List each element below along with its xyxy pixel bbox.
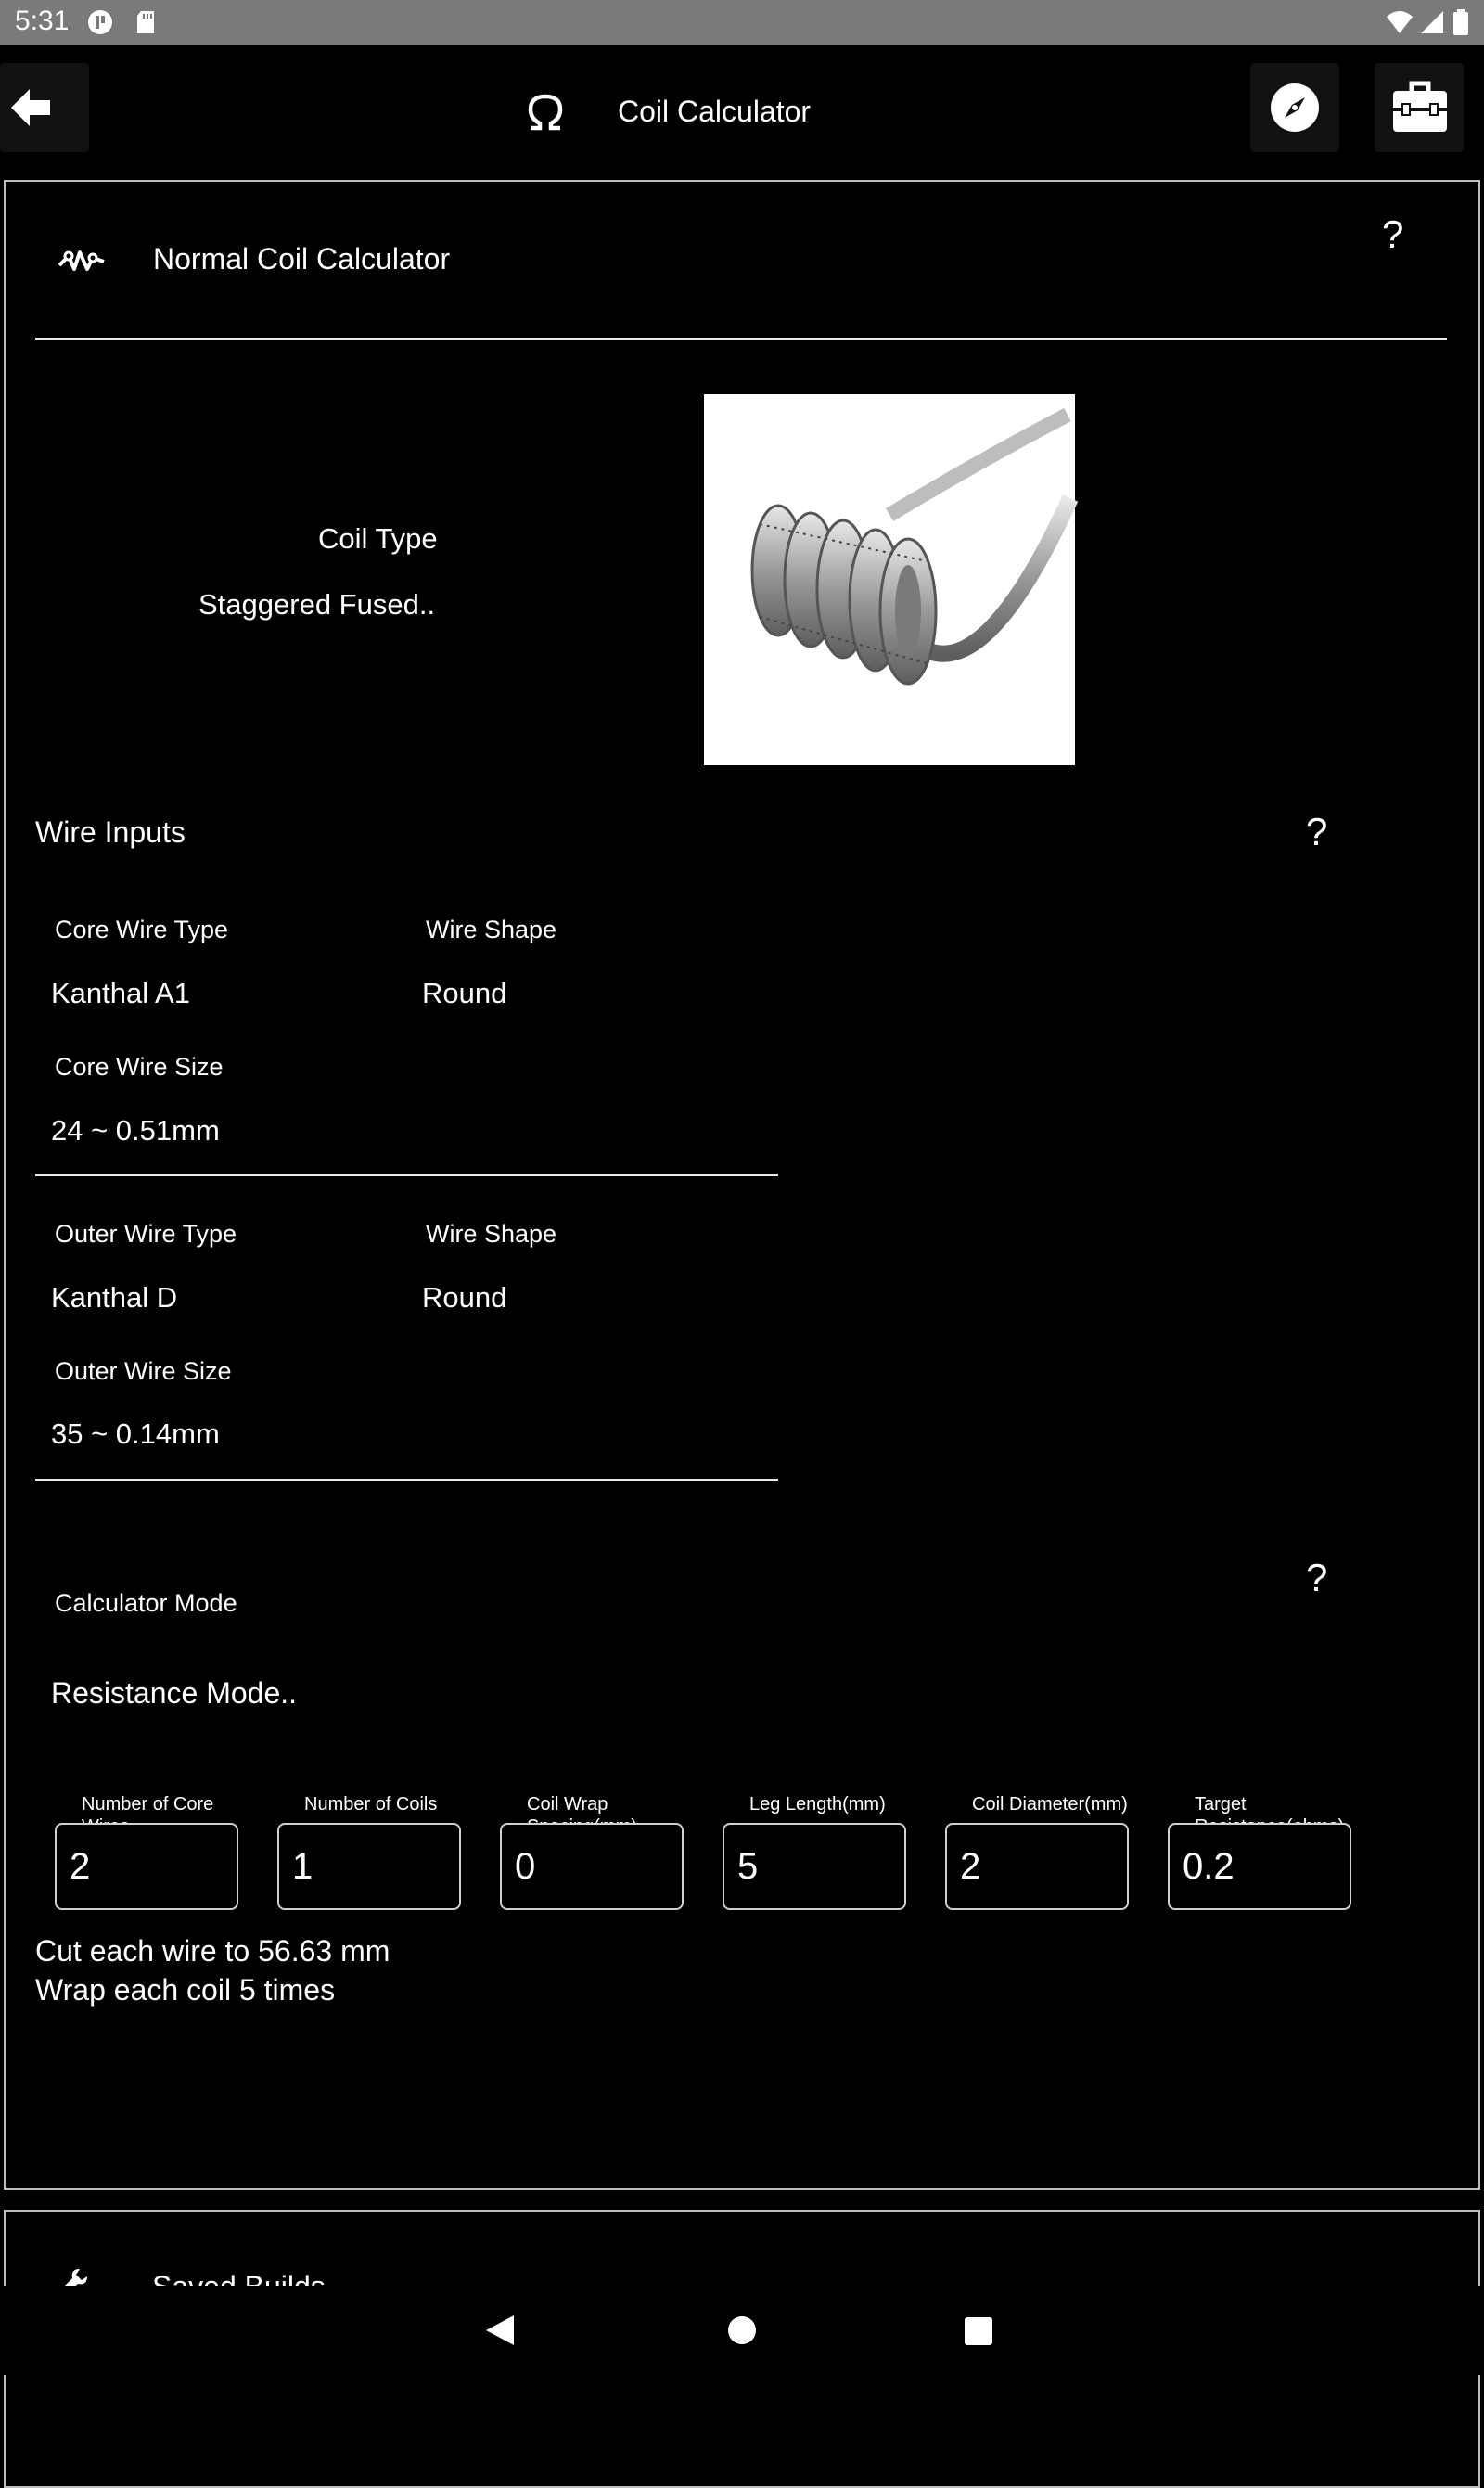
nav-back-icon[interactable] [484,2314,516,2347]
system-nav-bar [0,2286,1484,2375]
outer-wire-size-label: Outer Wire Size [55,1357,232,1385]
outer-wire-type-selector[interactable]: Kanthal D [51,1281,178,1314]
field-label-core-wires: Number of Core [82,1794,214,1815]
field-label-coil-diameter: Coil Diameter(mm) [972,1794,1128,1815]
app-title: Coil Calculator [618,95,812,128]
field-label-coils: Number of Coils [304,1794,438,1815]
core-wire-divider [35,1174,778,1176]
outer-wire-shape-selector[interactable]: Round [422,1281,507,1314]
status-time: 5:31 [15,6,70,36]
field-label-wrap-spacing: Coil Wrap [527,1794,608,1815]
calculator-help-button[interactable]: ? [1382,212,1404,256]
core-wire-size-label: Core Wire Size [55,1053,224,1081]
outer-wire-divider [35,1479,778,1481]
calculator-mode-label: Calculator Mode [55,1589,237,1617]
wrap-spacing-input[interactable] [500,1823,684,1910]
coils-input[interactable] [277,1823,461,1910]
status-bar [0,0,1484,45]
saved-builds-title-clip [152,2269,523,2286]
calculator-mode-help-button[interactable]: ? [1306,1556,1328,1599]
leg-length-input[interactable] [723,1823,906,1910]
core-wire-shape-label: Wire Shape [426,916,557,943]
cell-signal-icon [1419,9,1445,35]
result-wrap-count: Wrap each coil 5 times [35,1973,336,2007]
outer-wire-size-selector[interactable]: 35 ~ 0.14mm [51,1417,220,1450]
coil-type-selector[interactable]: Staggered Fused.. [198,588,436,621]
sd-card-icon [134,9,160,35]
coil-type-image [704,394,1075,765]
calculator-mode-selector[interactable]: Resistance Mode.. [51,1676,298,1710]
header-divider [35,338,1447,340]
field-label-leg-length: Leg Length(mm) [749,1794,886,1815]
core-wire-shape-selector[interactable]: Round [422,977,507,1009]
coil-waveform-icon [56,241,108,282]
core-wire-type-selector[interactable]: Kanthal A1 [51,977,190,1009]
back-arrow-icon [9,87,52,128]
battery-icon [1452,9,1469,35]
nav-recents-icon[interactable] [965,2317,992,2345]
core-wires-input[interactable] [55,1823,238,1910]
calculator-title: Normal Coil Calculator [153,242,451,276]
coil-type-label: Coil Type [318,522,438,555]
nav-home-icon[interactable] [727,2315,757,2345]
field-label-target-resistance: Target [1195,1794,1247,1815]
omega-icon [525,91,566,132]
coil-diameter-input[interactable] [945,1823,1129,1910]
outer-wire-shape-label: Wire Shape [426,1220,557,1248]
target-resistance-input[interactable] [1168,1823,1351,1910]
core-wire-size-selector[interactable]: 24 ~ 0.51mm [51,1114,220,1147]
compass-icon [1269,82,1321,134]
toolbox-button[interactable] [1375,63,1464,152]
wire-inputs-title: Wire Inputs [35,815,186,849]
notification-app-icon [87,9,113,35]
outer-wire-type-label: Outer Wire Type [55,1220,237,1248]
back-button[interactable] [0,63,89,152]
explore-button[interactable] [1250,63,1339,152]
wifi-icon [1386,9,1414,35]
result-cut-length: Cut each wire to 56.63 mm [35,1934,390,1968]
toolbox-icon [1391,80,1449,134]
core-wire-type-label: Core Wire Type [55,916,229,943]
wire-inputs-help-button[interactable]: ? [1306,810,1328,853]
